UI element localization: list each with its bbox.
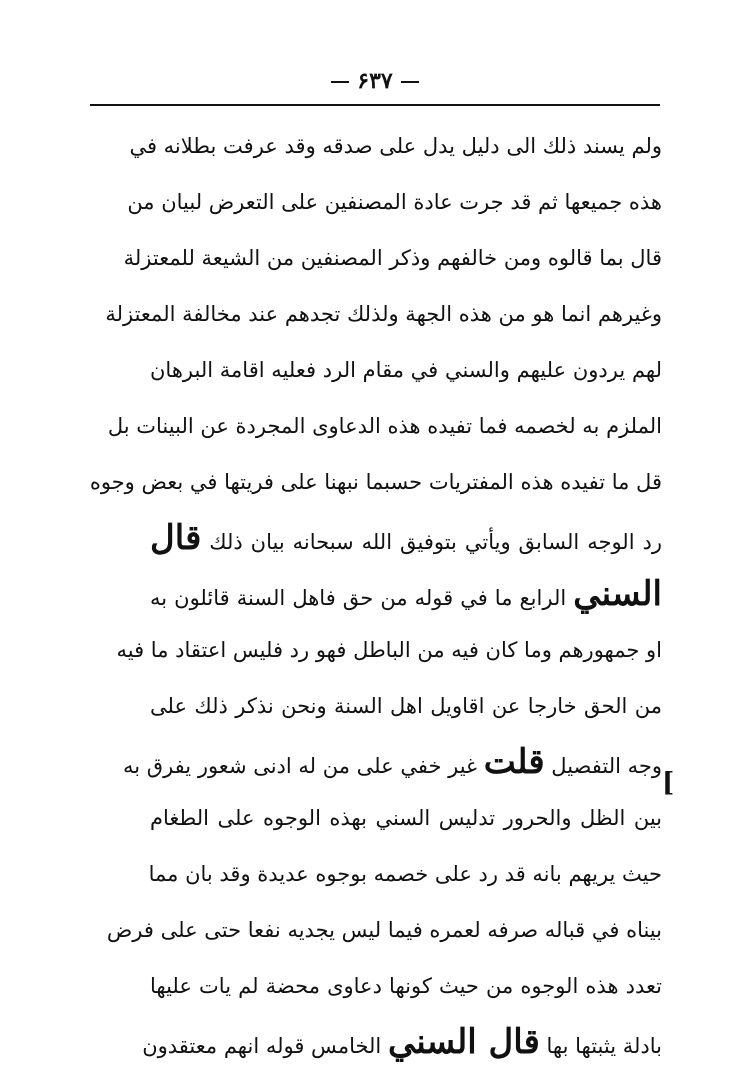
heading-word: قلت (483, 742, 545, 782)
text-line: السني الرابع ما في قوله من حق فاهل السنة قائلون به (150, 574, 662, 614)
text-line: الملزم به لخصمه فما تفيده هذه الدعاوى المجردة عن البينات بل (107, 414, 662, 438)
text-line: وجه التفصيل قلت غير خفي على من له ادنى شعور يفرق به (123, 742, 662, 782)
text-line: وغيرهم انما هو من هذه الجهة ولذلك تجدهم عند مخالفة المعتزلة (105, 302, 662, 326)
heading-word: قال (150, 518, 202, 558)
text-body (89, 118, 662, 1070)
text-line: رد الوجه السابق ويأتي بتوفيق الله سبحانه بيان ذلك قال (150, 518, 662, 558)
text-line: لهم يردون عليهم والسني في مقام الرد فعليه اقامة البرهان (150, 358, 662, 382)
text-line: حيث يريهم بانه قد رد على خصمه بوجوه عديدة وقد بان مما (148, 862, 662, 886)
text-line: ولم يسند ذلك الى دليل يدل على صدقه وقد عرفت بطلانه في (129, 134, 662, 158)
text-line: بيناه في قباله صرفه لعمره فيما ليس يجديه نفعا حتى على فرض (106, 918, 662, 942)
heading-word: السني (573, 574, 662, 614)
margin-mark: [ (662, 768, 675, 798)
text-line: تعدد هذه الوجوه من حيث كونها دعاوى محضة لم يات عليها (150, 974, 662, 998)
text-line: بين الظل والحرور تدليس السني بهذه الوجوه على الطغام (150, 806, 662, 830)
header-rule (90, 104, 660, 106)
text-line: او جمهورهم وما كان فيه من الباطل فهو رد فليس اعتقاد ما فيه (116, 638, 662, 662)
text-line: من الحق خارجا عن اقاويل اهل السنة ونحن نذكر ذلك على (150, 694, 662, 718)
text-line: هذه جميعها ثم قد جرت عادة المصنفين على التعرض لبيان من (127, 190, 662, 214)
text-line: بادلة يثبتها بها قال السني الخامس قوله انهم معتقدون (142, 1022, 662, 1062)
page-number: ۶۳۷ (90, 68, 660, 94)
heading-word: قال السني (387, 1022, 540, 1062)
text-line: قل ما تفيده هذه المفتريات حسبما نبهنا على فريتها في بعض وجوه (89, 470, 662, 494)
text-line: قال بما قالوه ومن خالفهم وذكر المصنفين من الشيعة للمعتزلة (123, 246, 662, 270)
page-header (90, 62, 660, 108)
